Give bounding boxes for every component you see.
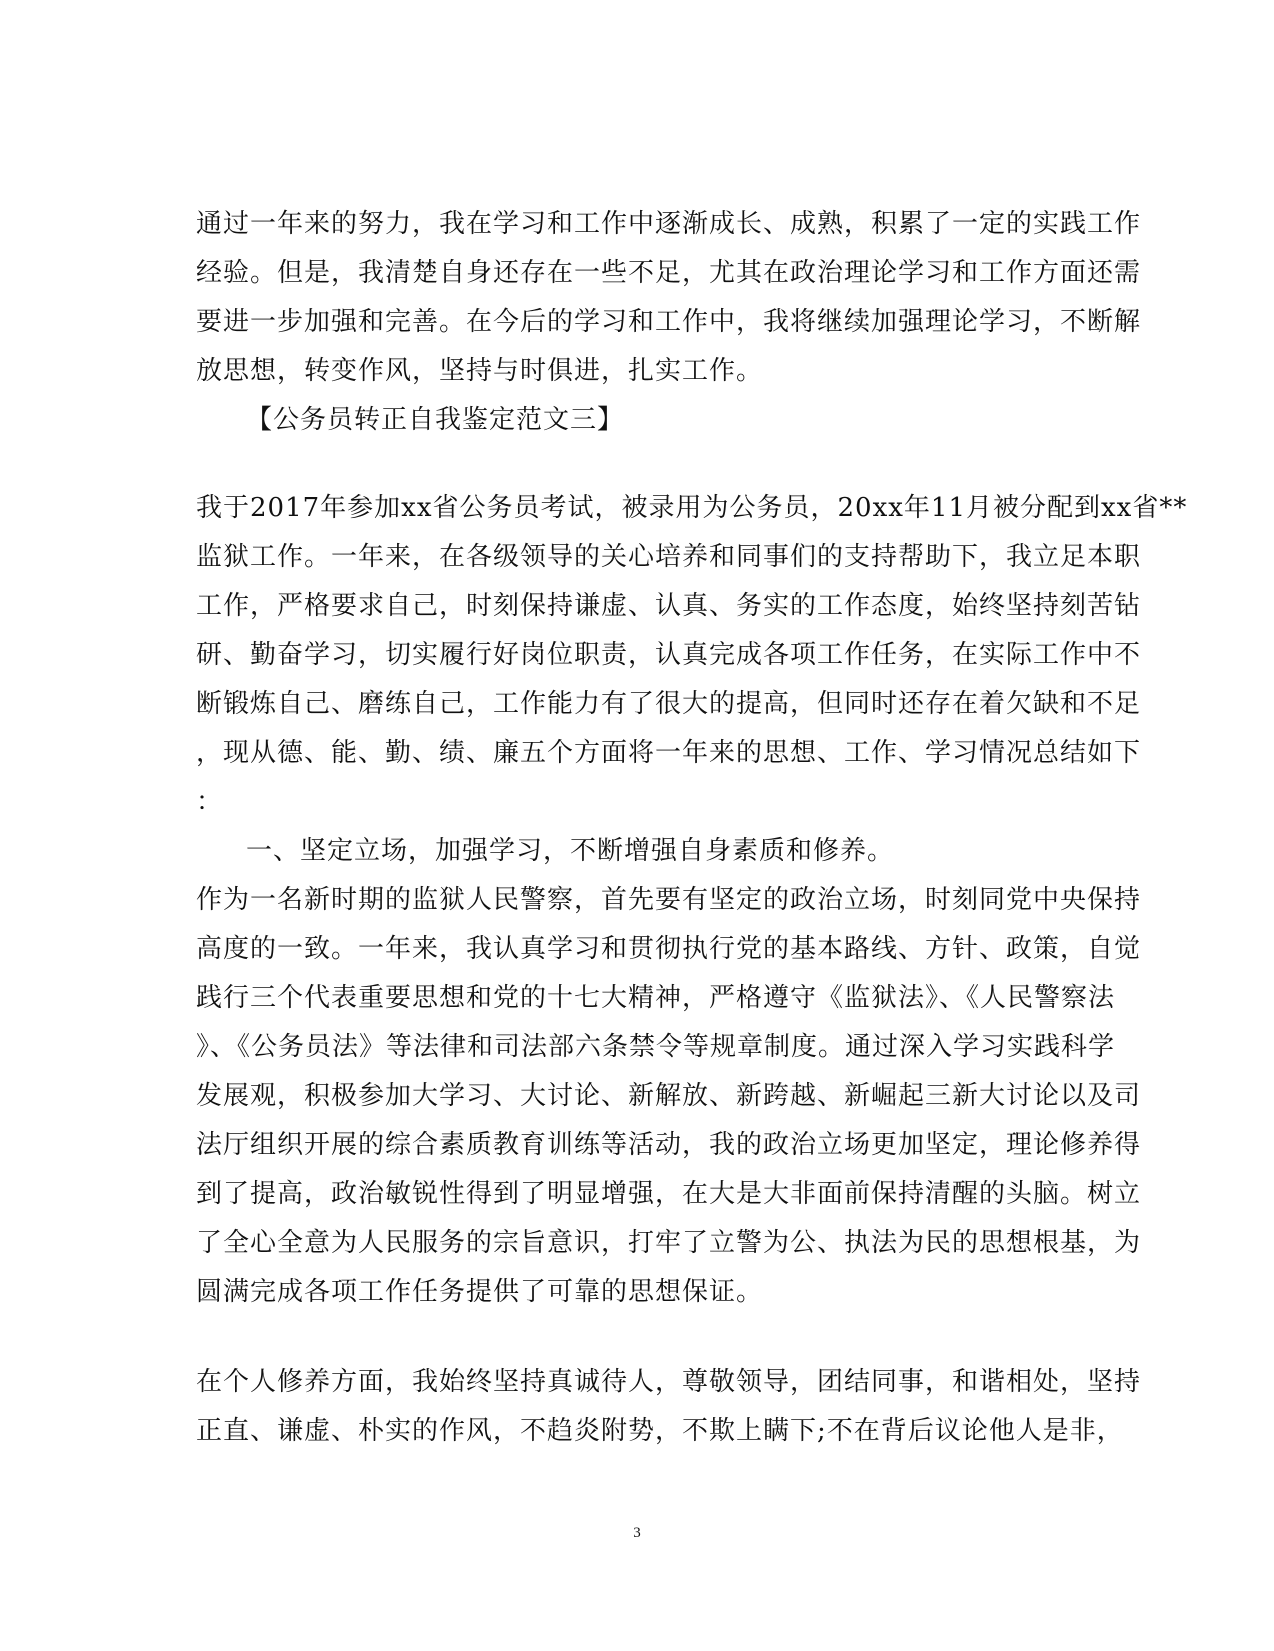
text-line: 放思想，转变作风，坚持与时俱进，扎实工作。 [196,356,764,386]
text-line: 要进一步加强和完善。在今后的学习和工作中，我将继续加强理论学习，不断解 [196,307,1142,337]
text-line: 断锻炼自己、磨练自己，工作能力有了很大的提高，但同时还存在着欠缺和不足 [196,689,1142,719]
page-number: 3 [633,1525,641,1541]
text-line: 正直、谦虚、朴实的作风，不趋炎附势，不欺上瞒下;不在背后议论他人是非， [196,1416,1124,1446]
subsection-heading: 一、坚定立场，加强学习，不断增强自身素质和修养。 [246,836,895,866]
text-line: 到了提高，政治敏锐性得到了明显增强，在大是大非面前保持清醒的头脑。树立 [196,1179,1142,1209]
text-line: 圆满完成各项工作任务提供了可靠的思想保证。 [196,1277,764,1307]
text-line: 法厅组织开展的综合素质教育训练等活动，我的政治立场更加坚定，理论修养得 [196,1130,1142,1160]
text-line: 了全心全意为人民服务的宗旨意识，打牢了立警为公、执法为民的思想根基，为 [196,1228,1142,1258]
text-line: 经验。但是，我清楚自身还存在一些不足，尤其在政治理论学习和工作方面还需 [196,258,1142,288]
text-line: ，现从德、能、勤、绩、廉五个方面将一年来的思想、工作、学习情况总结如下 [196,738,1142,768]
text-line: 践行三个代表重要思想和党的十七大精神，严格遵守《监狱法》、《人民警察法 [196,983,1116,1013]
text-line: 我于2017年参加xx省公务员考试，被录用为公务员，20xx年11月被分配到xx省** [196,493,1188,523]
text-line: 工作，严格要求自己，时刻保持谦虚、认真、务实的工作态度，始终坚持刻苦钻 [196,591,1142,621]
text-line: 在个人修养方面，我始终坚持真诚待人，尊敬领导，团结同事，和谐相处，坚持 [196,1367,1142,1397]
text-line: 研、勤奋学习，切实履行好岗位职责，认真完成各项工作任务，在实际工作中不 [196,640,1142,670]
text-line: 发展观，积极参加大学习、大讨论、新解放、新跨越、新崛起三新大讨论以及司 [196,1081,1142,1111]
section-heading: 【公务员转正自我鉴定范文三】 [246,405,625,435]
text-line: 作为一名新时期的监狱人民警察，首先要有坚定的政治立场，时刻同党中央保持 [196,885,1142,915]
text-line: 高度的一致。一年来，我认真学习和贯彻执行党的基本路线、方针、政策，自觉 [196,934,1142,964]
text-line: ： [196,787,224,817]
text-line: 通过一年来的努力，我在学习和工作中逐渐成长、成熟，积累了一定的实践工作 [196,209,1142,239]
text-line: 》、《公务员法》等法律和司法部六条禁令等规章制度。通过深入学习实践科学 [196,1032,1116,1062]
text-line: 监狱工作。一年来，在各级领导的关心培养和同事们的支持帮助下，我立足本职 [196,542,1142,572]
